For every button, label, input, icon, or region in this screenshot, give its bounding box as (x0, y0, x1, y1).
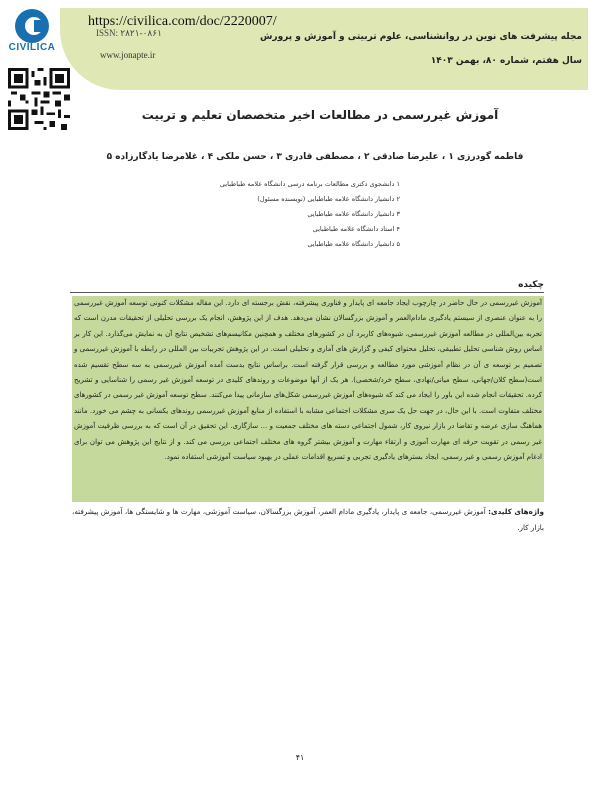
affiliation-3: ۳ دانشیار دانشگاه علامه طباطبایی (307, 210, 400, 218)
affiliation-1: ۱ دانشجوی دکتری مطالعات برنامه درسی دانشگاه علامه طباطبایی (219, 180, 400, 188)
issn: ISSN: ۲۸۲۱-۰۸۶۱ (96, 28, 162, 38)
affiliation-2: ۲ دانشیار دانشگاه علامه طباطبایی (نویسنده مسئول) (257, 195, 400, 203)
keywords (72, 504, 544, 536)
civilica-logo-text: CIVILICA (8, 42, 56, 53)
journal-title: مجله پیشرفت های نوین در روانشناسی، علوم تربیتی و آموزش و پرورش (259, 32, 582, 42)
abstract-text: آموزش غیررسمی در حال حاضر در چارچوب ایجاد جامعه ای پایدار و فناوری پیشرفته، نقش برجسته ای دارد. این مقاله مشکلات کنونی توسعه آموزش غیررسمی را به عنوان عنصری از سیستم یادگیری مادام‌العمر و آموزش بزرگسالان نشان می‌دهد. هدف از این پژوهش، انجام یک بررسی تحلیلی از تحقیقات مدرن است که تجربه بین‌المللی در مطالعه آموزش غیررسمی، شیوه‌های کاربرد آن در کشورهای مختلف و همچنین مکانیسم‌های تشخیص نتایج آن به نمایش می‌گذارد. این کار بر اساس روش شناسی تحلیل تطبیقی، تحلیل محتوای کیفی و گزارش های آماری و تحلیلی است. در این پژوهش تجربیات بین المللی در رابطه با آموزش غیررسمی و تصمیم بر توسعه ی آن در نظام آموزشی مورد مطالعه و بررسی قرار گرفته است. براساس نتایج بدست آمده آموزش غیررسمی به سه سطح تقسیم شده است(سطح کلان/جهانی، سطح میانی/نهادی، سطح خرد/شخصی). هر یک از آنها موضوعات و روندهای کلیدی در توسعه آموزش غیر رسمی را شناسایی و تشریح کرده. تحقیقات انجام شده این باور را ایجاد می کند که شیوه‌های آموزش غیررسمی شکل‌های سازمانی پیدا می‌کنند. سطح توسعه آموزش غیر رسمی در کشورهای مختلف متفاوت است. با این حال، در جهت حل یک سری مشکلات اجتماعی مشابه با استفاده از منابع آموزش غیررسمی روندهای یکسانی به چشم می خورد. مانند هماهنگ سازی عرضه و تقاضا در بازار نیروی کار، شمول اجتماعی دسته های مختلف جمعیت و ... سازگاری. این تحقیق در آن است که به بررسی ظرفیت آموزش غیر رسمی در تقویت حرفه ای مهارت آموزی و ارتقاء مهارت و آموزش بیشتر گروه های مختلف اجتماعی بررسی می کند. و از نتایج این پژوهش می توان برای ادغام آموزش رسمی و غیر رسمی، ایجاد بسترهای یادگیری تجربی و تسریع اقدامات عملی در بهبود سیاست آموزشی استفاده نمود. (72, 296, 544, 502)
article-title: آموزش غیررسمی در مطالعات اخیر متخصصان تعلیم و تربیت (141, 108, 499, 122)
abstract-divider (70, 292, 544, 293)
civilica-url[interactable]: https://civilica.com/doc/2220007/ (88, 14, 277, 29)
abstract-heading: چکیده (518, 280, 544, 290)
journal-url[interactable]: www.jonapte.ir (100, 50, 156, 60)
affiliation-4: ۴ استاد دانشگاه علامه طباطبایی (312, 225, 400, 233)
page-number: ۴۱ (295, 753, 305, 762)
keywords-label: واژه‌های کلیدی: (488, 507, 544, 516)
journal-issue: سال هفتم، شماره ۸۰، بهمن ۱۴۰۳ (430, 56, 582, 66)
affiliation-5: ۵ دانشیار دانشگاه علامه طباطبایی (307, 240, 400, 248)
civilica-logo-icon (4, 6, 60, 62)
keywords-text: آموزش غیررسمی، جامعه ی پایدار، یادگیری مادام العمر، آموزش بزرگسالان، سیاست آموزشی، مهارت ها و شایستگی ها، آموزش پیشرفته، بازار کار. (72, 507, 544, 532)
qr-code-icon (8, 68, 70, 130)
author-list: فاطمه گودرزی ۱ ، علیرضا صادقی ۲ ، مصطفی قادری ۳ ، حسن ملکی ۴ ، غلامرضا یادگارزاده ۵ (106, 152, 524, 162)
affiliations (150, 180, 400, 255)
